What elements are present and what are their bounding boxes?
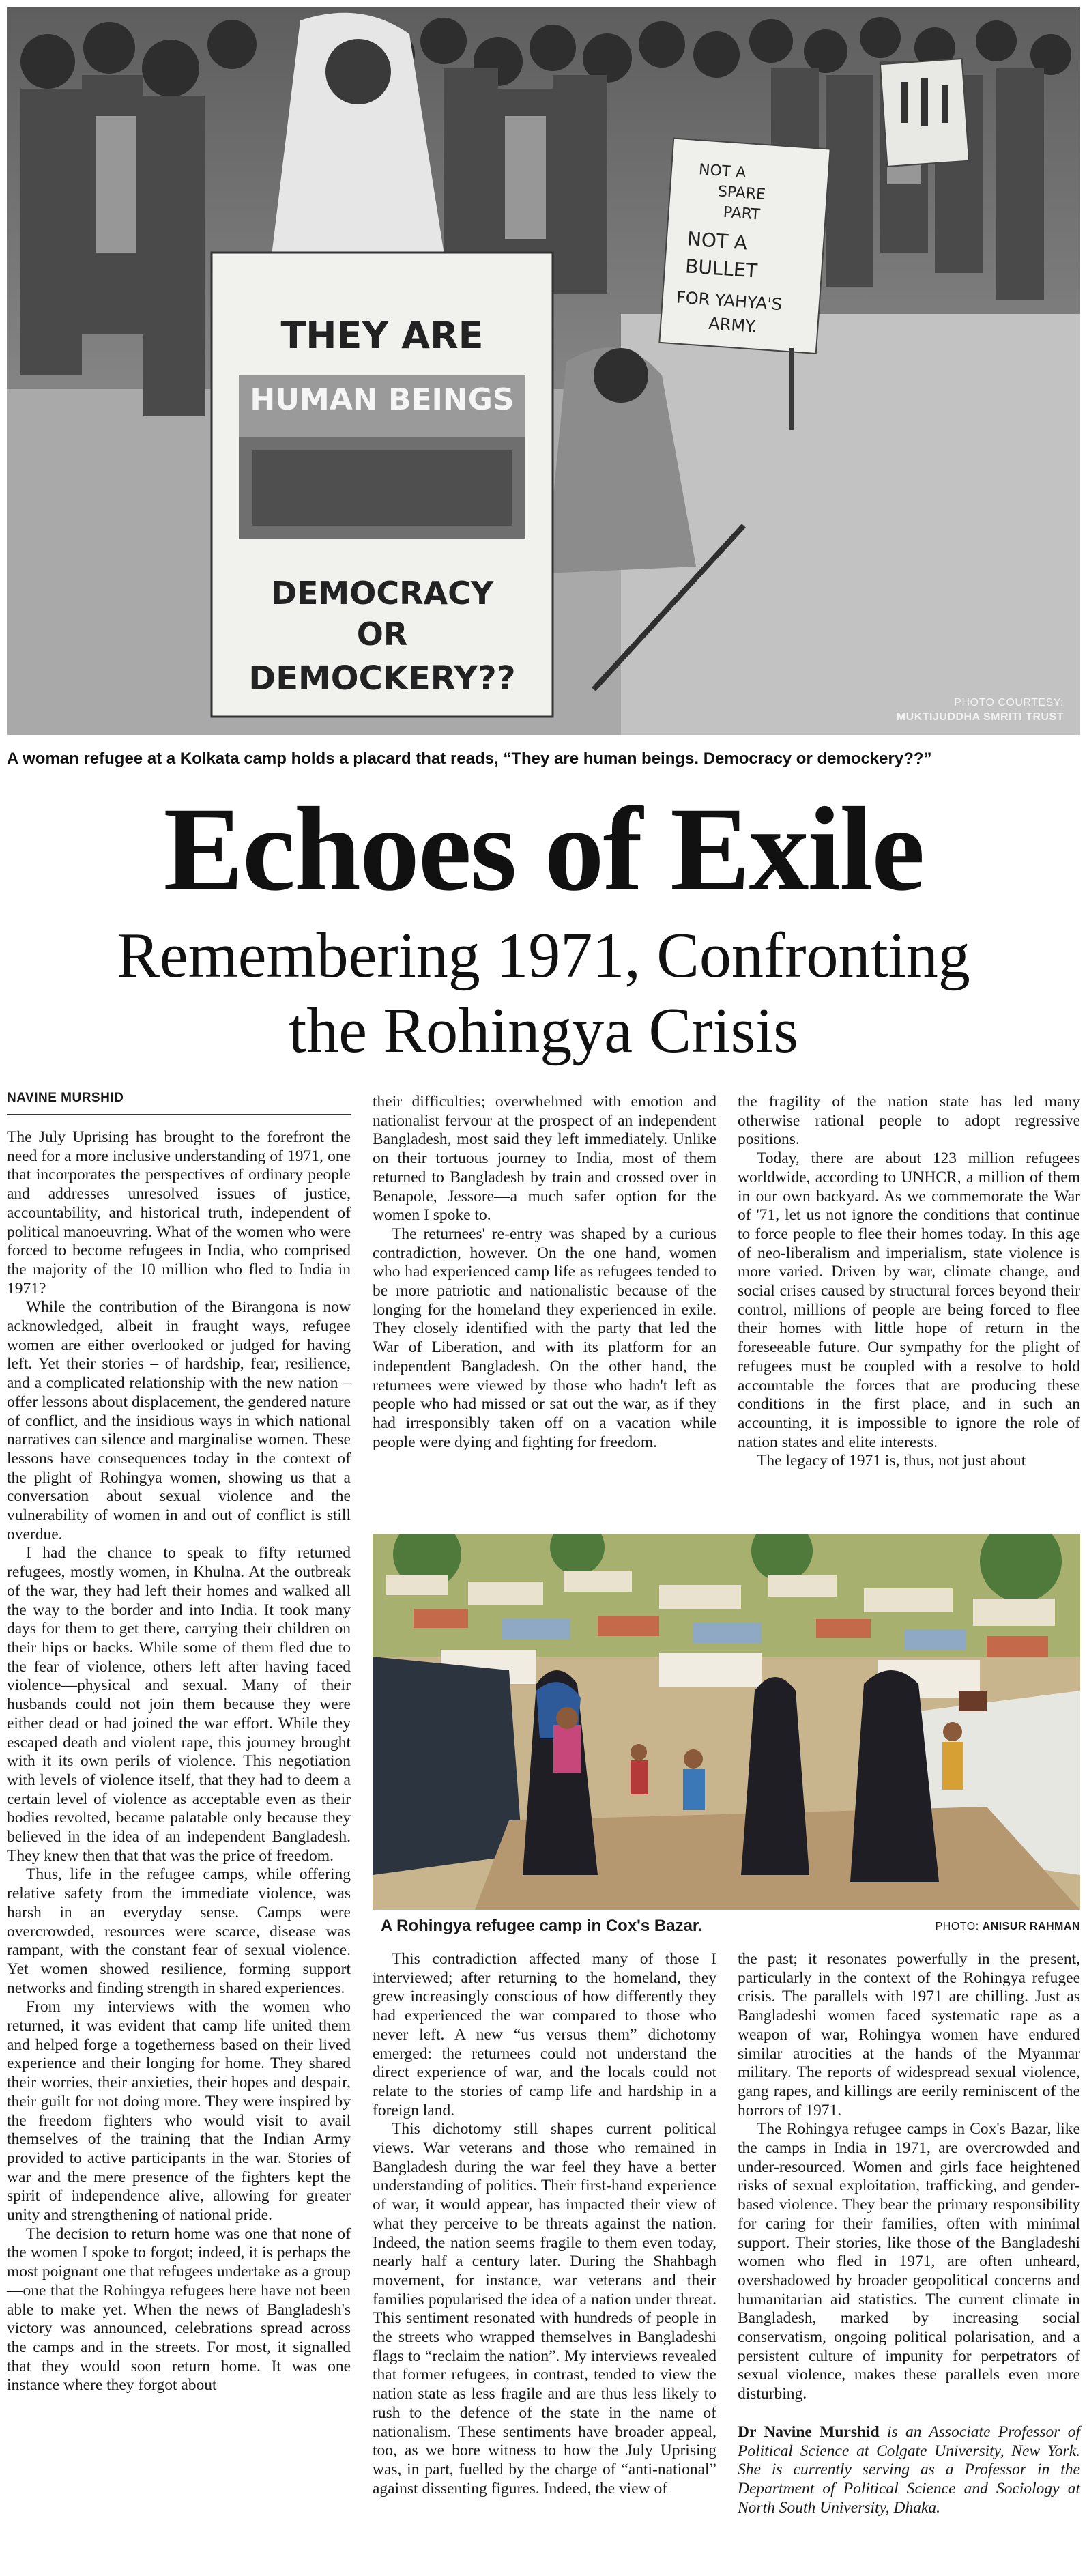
placard-second-line4: NOT A <box>686 227 749 255</box>
byline: NAVINE MURSHID <box>7 1089 351 1115</box>
paragraph: Today, there are about 123 million refugees worldwide, according to UNHCR, a million of them in our own backyard. As we commemorate the War of '71, let us not ignore the conditions that continue to force people to flee their homes today. In this age of neo-liberalism and imperialism, state violence is more varied. Driven by war, climate change, and social crises caused by structural forces beyond their control, millions of people are being forced to flee their homes with little hope of return in the foreseeable future. Our sympathy for the plight of refugees must be coupled with a resolve to hold accountable the forces that are producing these conditions in the first place, and in such an accounting, it is impossible to ignore the role of nation states and elite interests. <box>738 1149 1080 1451</box>
subheadline-line1: Remembering 1971, Confronting <box>117 920 970 991</box>
paragraph: This dichotomy still shapes current political views. War veterans and those who remained in Bangladesh during the war feel they have a better understanding of politics. Their first-hand experience of war, it would appear, has impacted their view of what they perceive to be threats against the nation. Indeed, the nation seems fragile to them even today, nearly half a century later. During the Shahbagh movement, for instance, war veterans and their families popularised the idea of a nation under threat. This sentiment resonated with hundreds of people in the streets who wrapped themselves in Bangladeshi flags to “reclaim the nation”. My interviews revealed that former refugees, in contrast, tended to view the nation state as less fragile and are thus less likely to rush to the defence of the state in the name of nationalism. These sentiments have broader appeal, too, as we bore witness to how the July Uprising was, in part, fuelled by the charge of “anti-national” against dissenting figures. Indeed, the view of <box>373 2120 716 2498</box>
placard-main-line2: HUMAN BEINGS <box>250 382 514 417</box>
camp-caption-text: A Rohingya refugee camp in Cox's Bazar. <box>381 1917 703 1935</box>
placard-second-line6: FOR YAHYA'S <box>676 287 783 315</box>
placard-second-line2: SPARE <box>717 183 766 204</box>
placard-second-line1: NOT A <box>698 161 747 182</box>
refugee-camp-photo <box>373 1534 1080 1910</box>
author-bio-text: is an Associate Professor of Political Science at Colgate University, New York. She is currently serving as a Professor in the Department of Political Science and Sociology at North South University, Dhaka. <box>738 2422 1080 2517</box>
placard-second-line3: PART <box>722 203 761 224</box>
paragraph: The July Uprising has brought to the forefront the need for a more inclusive understanding of 1971, one that incorporates the perspectives of ordinary people and addresses unresolved issues of justice, accountability, and historical truth, independent of political manoeuvring. What of the women who were forced to become refugees in India, who comprised the majority of the 10 million who fled to India in 1971? <box>7 1128 351 1298</box>
paragraph: From my interviews with the women who returned, it was evident that camp life united them and helped forge a togetherness based on their lived experience and their longing for home. They shared their worries, their anxieties, their hopes and despair, their guilt for not doing more. They were inspired by the freedom fighters who would visit to avail themselves of the training that the Indian Army provided to active participants in the war. Stories of war and the mere presence of the fighters kept the spirit of independence alive, allowing for greater unity and strengthening of national pride. <box>7 1998 351 2224</box>
placard-main-line4: OR <box>356 616 408 653</box>
camp-photo-caption <box>373 1915 1080 1942</box>
paragraph: their difficulties; overwhelmed with emotion and nationalist fervour at the prospect of an independent Bangladesh, most said they left immediately. Unlike on their tortuous journey to India, most of them returned to Bangladesh by train and crossed over in Benapole, Jessore—a much safer option for the women I spoke to. <box>373 1093 716 1225</box>
headline: Echoes of Exile <box>163 783 924 916</box>
article-column-2-bottom <box>373 1950 716 2498</box>
camp-credit-label: PHOTO: <box>935 1921 979 1932</box>
hero-photo <box>7 7 1080 735</box>
placard-main <box>212 253 553 717</box>
author-bio <box>738 2423 1080 2518</box>
placard-second <box>659 139 830 354</box>
placard-main-line3: DEMOCRACY <box>270 575 494 612</box>
placard-main-line5: DEMOCKERY?? <box>248 659 516 698</box>
article-column-2-top <box>373 1093 716 1452</box>
paragraph: The returnees' re-entry was shaped by a curious contradiction, however. On the one hand, women who had experienced camp life as refugees tended to be more patriotic and nationalistic because of the longing for the homeland they experienced in exile. They closely identified with the party that led the War of Liberation, and with its platform for an independent Bangladesh. On the other hand, the returnees were viewed by those who hadn't left as people who had missed or sat out the war, as if they had irresponsibly taken off on a vacation while people were dying and fighting for freedom. <box>373 1225 716 1451</box>
refugee-camp-illustration <box>373 1534 1080 1910</box>
paragraph: The Rohingya refugee camps in Cox's Bazar, like the camps in India in 1971, are overcrowded and under-resourced. Women and girls face heightened risks of sexual exploitation, trafficking, and gender-based violence. They bear the primary responsibility for caring for their families, often with minimal support. Their stories, like those of the Bangladeshi women who fled in 1971, are often unheard, overshadowed by broader geopolitical concerns and humanitarian aid statistics. The current climate in Bangladesh, marked by increasing social conservatism, ongoing political polarisation, and a persistent culture of impunity for perpetrators of sexual violence, makes these parallels even more disturbing. <box>738 2120 1080 2403</box>
paragraph: Thus, life in the refugee camps, while offering relative safety from the immediate violence, was harsh in an everyday sense. Camps were overcrowded, resources were scarce, disease was rampant, with the constant fear of sexual violence. Yet women showed resilience, forming support networks and finding strength in shared experiences. <box>7 1865 351 1997</box>
author-name: Dr Navine Murshid <box>738 2422 880 2441</box>
paragraph: the past; it resonates powerfully in the present, particularly in the context of the Rohingya refugee crisis. The parallels with 1971 are chilling. Just as Bangladeshi women faced systematic rape as a weapon of war, Rohingya women have endured similar atrocities at the hands of the Myanmar military. The reports of widespread sexual violence, gang rapes, and killings are eerily reminiscent of the horrors of 1971. <box>738 1950 1080 2119</box>
subheadline-line2: the Rohingya Crisis <box>289 995 798 1066</box>
article-column-1 <box>7 1128 351 2395</box>
placard-main-line1: THEY ARE <box>280 314 484 357</box>
article-column-3-top <box>738 1093 1080 1471</box>
paragraph: I had the chance to speak to fifty returned refugees, mostly women, in Khulna. At the outbreak of the war, they had left their homes and walked all the way to the border and into India. It took many days for them to get there, carrying their children on their hips or backs. While some of them fled due to the fear of violence, others left after having faced violence—physical and sexual. Many of their husbands could not join them because they were either dead or had joined the war effort. While they escaped death and violent rape, this journey brought with it its own perils of violence. This negotiation with levels of violence itself, that they had to deem a certain level of violence as acceptable even as their bodies revolted, became palatable only because they believed in the idea of an independent Bangladesh. They knew then that that was the price of freedom. <box>7 1544 351 1865</box>
subheadline <box>0 918 1087 1068</box>
hero-photo-illustration <box>7 7 1080 735</box>
paragraph: the fragility of the nation state has led many otherwise rational people to adopt regressive positions. <box>738 1093 1080 1149</box>
photo-credit-label: PHOTO COURTESY: <box>954 697 1064 709</box>
placard-second-line7: ARMY. <box>708 313 758 337</box>
article-column-3-bottom <box>738 1950 1080 2517</box>
paragraph: The legacy of 1971 is, thus, not just about <box>757 1452 1026 1470</box>
paragraph: This contradiction affected many of those I interviewed; after returning to the homeland, they grew increasingly conscious of how differently they had experienced the war compared to those who never left. A new “us versus them” dichotomy emerged: the returnees could not understand the direct experience of war, and the locals could not relate to the stories of camp life and hardship in a foreign land. <box>373 1950 716 2119</box>
camp-photo-credit <box>936 1920 1080 1934</box>
paragraph: While the contribution of the Birangona is now acknowledged, albeit in fraught ways, refugee women are either overlooked or judged for having left. Yet their stories – of hardship, fear, resilience, and a complicated relationship with the new nation – offer lessons about displacement, the gendered nature of conflict, and the insidious ways in which national narratives can silence and marginalise women. These lessons have consequences today in the context of the plight of Rohingya women, showing us that a conversation about sexual violence and the vulnerability of women in and out of conflict is still overdue. <box>7 1298 351 1543</box>
photo-credit <box>897 696 1064 724</box>
photo-credit-source: MUKTIJUDDHA SMRITI TRUST <box>896 711 1064 723</box>
placard-second-line5: BULLET <box>684 255 758 283</box>
camp-credit-name: ANISUR RAHMAN <box>982 1921 1080 1932</box>
paragraph: The decision to return home was one that none of the women I spoke to forgot; indeed, it is perhaps the most poignant one that refugees undertake as a group—one that the Rohingya refugees here have not been able to make yet. When the news of Bangladesh's victory was announced, celebrations spread across the camps and in the streets. For most, it signalled that they would soon return home. It was one instance where they forgot about <box>7 2224 351 2394</box>
hero-caption: A woman refugee at a Kolkata camp holds a placard that reads, “They are human beings. Democracy or demockery??” <box>7 749 932 768</box>
